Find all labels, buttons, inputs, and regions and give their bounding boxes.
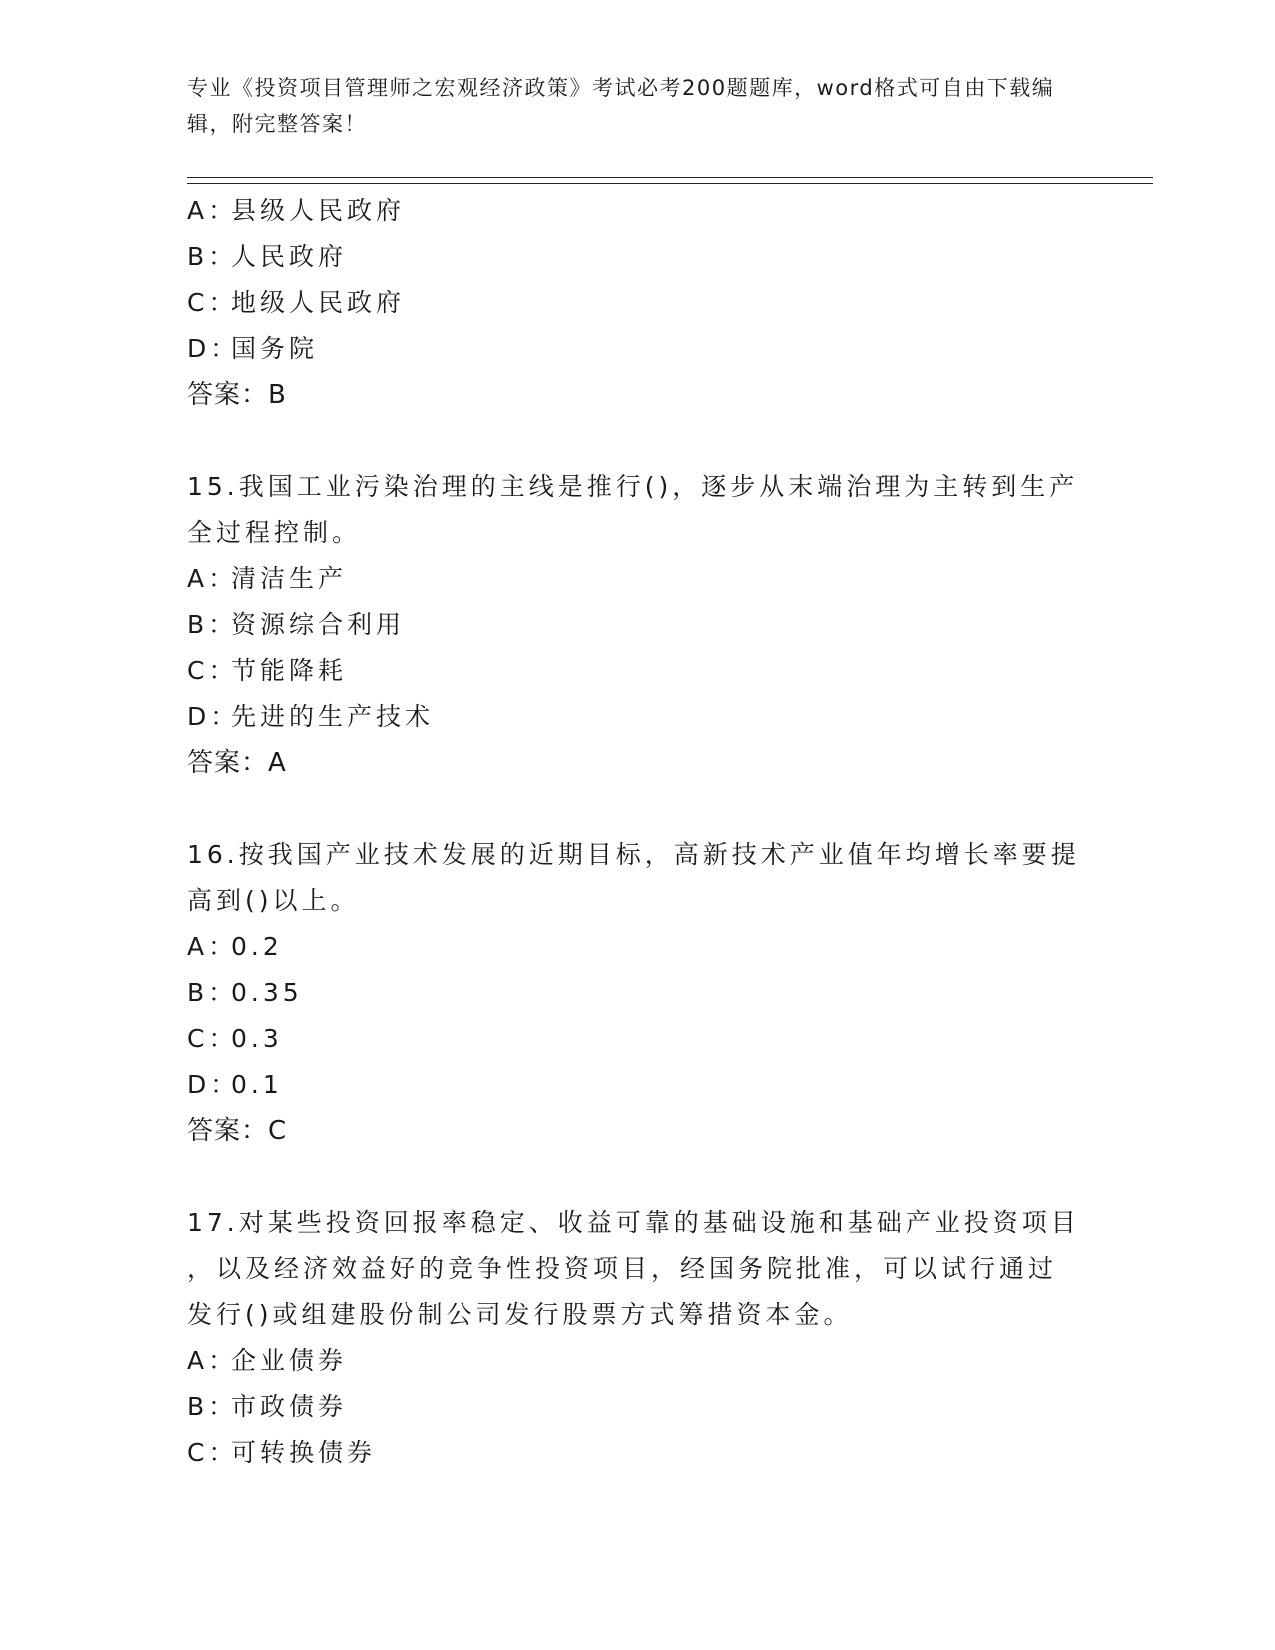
question-17-block [187,1200,1087,1476]
option-a [187,556,1087,602]
option-key: A： [187,564,238,593]
option-key: C： [187,656,238,685]
option-key: B： [187,242,238,271]
option-d [187,326,1087,372]
option-key: A： [187,1346,238,1375]
option-key: C： [187,288,238,317]
option-text: 可转换债券 [231,1438,377,1467]
option-d [187,1062,1087,1108]
question-text: 15.我国工业污染治理的主线是推行()，逐步从末端治理为主转到生产 [187,472,1079,501]
option-b [187,234,1087,280]
option-a [187,1338,1087,1384]
header-divider-bottom [187,183,1153,184]
question-14-block [187,188,1087,418]
option-c [187,1016,1087,1062]
option-key: D： [187,702,240,731]
spacer [187,786,1087,832]
option-text: 资源综合利用 [231,610,406,639]
question-text: 全过程控制。 [187,518,362,547]
option-b [187,970,1087,1016]
question-text: 16.按我国产业技术发展的近期目标，高新技术产业值年均增长率要提 [187,840,1080,869]
option-key: D： [187,1070,240,1099]
option-d [187,694,1087,740]
option-text: 节能降耗 [231,656,348,685]
option-key: C： [187,1438,238,1467]
option-text: 0.3 [231,1024,283,1053]
option-key: C： [187,1024,238,1053]
option-text: 国务院 [231,334,319,363]
question-text: 17.对某些投资回报率稳定、收益可靠的基础设施和基础产业投资项目 [187,1208,1080,1237]
option-key: A： [187,196,238,225]
spacer [187,418,1087,464]
option-c [187,1430,1087,1476]
option-text: 先进的生产技术 [231,702,435,731]
option-key: B： [187,610,238,639]
header-divider-top [187,177,1153,178]
answer-line: 答案：A [187,748,287,778]
option-key: B： [187,978,238,1007]
question-content [187,188,1087,1476]
option-text: 地级人民政府 [231,288,406,317]
document-header: 专业《投资项目管理师之宏观经济政策》考试必考200题题库，word格式可自由下载编辑，附完整答案！ [187,76,1055,136]
answer-line: 答案：B [187,380,287,410]
option-text: 0.1 [231,1070,283,1099]
option-b [187,602,1087,648]
option-text: 市政债券 [231,1392,348,1421]
option-text: 人民政府 [231,242,348,271]
option-b [187,1384,1087,1430]
question-text: ，以及经济效益好的竞争性投资项目，经国务院批准，可以试行通过 [187,1254,1058,1283]
option-text: 县级人民政府 [231,196,406,225]
question-15-block [187,464,1087,786]
option-key: D： [187,334,240,363]
option-text: 0.2 [231,932,283,961]
answer-line: 答案：C [187,1116,288,1146]
option-a [187,924,1087,970]
option-key: A： [187,932,238,961]
question-text: 发行()或组建股份制公司发行股票方式筹措资本金。 [187,1300,853,1329]
option-a [187,188,1087,234]
option-c [187,648,1087,694]
option-key: B： [187,1392,238,1421]
option-c [187,280,1087,326]
question-text: 高到()以上。 [187,886,360,915]
option-text: 企业债券 [231,1346,348,1375]
option-text: 清洁生产 [231,564,348,593]
option-text: 0.35 [231,978,303,1007]
question-16-block [187,832,1087,1154]
spacer [187,1154,1087,1200]
